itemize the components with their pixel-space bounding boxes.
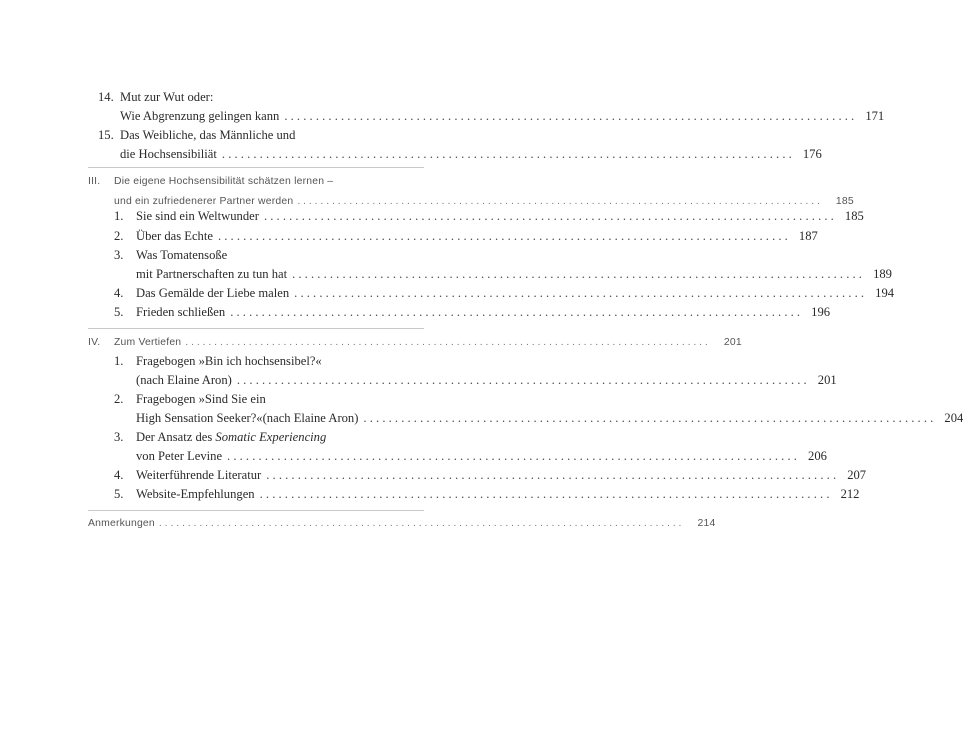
dot-leader — [264, 207, 834, 226]
entry-title-line: Frieden schließen — [136, 305, 226, 319]
entry-title-line: Sie sind ein Weltwunder — [136, 209, 259, 223]
toc-entry-iii-3[interactable] — [114, 246, 892, 284]
toc-entry-iii-5[interactable] — [114, 303, 831, 322]
entry-title-line: High Sensation Seeker?«(nach Elaine Aron) — [136, 411, 359, 425]
dot-leader — [222, 145, 792, 164]
toc-entry-14[interactable] — [98, 88, 885, 126]
entry-number: 4. — [114, 286, 124, 300]
page-number: 206 — [808, 449, 827, 463]
section-number: III. — [88, 176, 101, 187]
entry-title-line: Was Tomatensoße — [136, 248, 228, 262]
entry-number: 4. — [114, 468, 124, 482]
entry-number: 14. — [98, 90, 114, 104]
dot-leader — [227, 447, 797, 466]
dot-leader — [159, 514, 682, 534]
section-iii-heading[interactable] — [88, 172, 854, 212]
page-number: 176 — [802, 147, 822, 161]
page-number: 171 — [865, 109, 885, 123]
toc-entry-iv-2[interactable] — [114, 390, 963, 428]
page-number: 189 — [873, 267, 892, 281]
page-number: 196 — [811, 305, 831, 319]
entry-number: 1. — [114, 209, 124, 223]
dot-leader — [237, 371, 807, 390]
dot-leader — [292, 265, 862, 284]
section-divider — [88, 328, 424, 329]
entry-title-line: Das Gemälde der Liebe malen — [136, 286, 290, 300]
dot-leader — [266, 466, 836, 485]
toc-entry-iii-1[interactable] — [114, 207, 864, 226]
entry-title-line: Weiterführende Literatur — [136, 468, 262, 482]
section-number: IV. — [88, 337, 101, 348]
toc-entry-iii-4[interactable] — [114, 284, 895, 303]
toc-entry-iii-2[interactable] — [114, 227, 818, 246]
entry-number: 1. — [114, 354, 124, 368]
entry-title-line: die Hochsensibiliät — [120, 147, 217, 161]
page-number: 207 — [847, 468, 867, 482]
entry-number: 15. — [98, 128, 114, 142]
toc-entry-iv-5[interactable] — [114, 485, 860, 504]
dot-leader — [294, 284, 864, 303]
entry-number: 5. — [114, 305, 124, 319]
entry-title-line: Das Weibliche, das Männliche und — [120, 128, 296, 142]
entry-title-line: von Peter Levine — [136, 449, 223, 463]
section-iv-heading[interactable] — [88, 333, 742, 353]
page-number: 187 — [798, 229, 818, 243]
entry-title-line: (nach Elaine Aron) — [136, 373, 232, 387]
entry-number: 2. — [114, 392, 124, 406]
page-number: 201 — [723, 337, 742, 348]
page-number: 185 — [835, 196, 854, 207]
page-number: 212 — [840, 487, 860, 501]
entry-title-prefix: Der Ansatz des — [136, 430, 216, 444]
page-number: 201 — [817, 373, 837, 387]
dot-leader — [363, 409, 933, 428]
entry-title-line — [136, 428, 326, 447]
entry-title-line: Wie Abgrenzung gelingen kann — [120, 109, 280, 123]
entry-title-line: Website-Empfehlungen — [136, 487, 255, 501]
toc-entry-iv-4[interactable] — [114, 466, 867, 485]
section-title: Zum Vertiefen — [114, 337, 182, 348]
dot-leader — [230, 303, 800, 322]
entry-number: 2. — [114, 229, 124, 243]
entry-title-line: Über das Echte — [136, 229, 213, 243]
dot-leader — [218, 227, 788, 246]
entry-number: 3. — [114, 430, 124, 444]
toc-entry-iv-1[interactable] — [114, 352, 837, 390]
entry-title-line: mit Partnerschaften zu tun hat — [136, 267, 288, 281]
notes-title: Anmerkungen — [88, 518, 155, 529]
section-divider — [88, 510, 424, 511]
page-number: 194 — [875, 286, 895, 300]
section-divider — [88, 167, 424, 168]
entry-number: 5. — [114, 487, 124, 501]
dot-leader — [284, 107, 854, 126]
entry-title-line: Mut zur Wut oder: — [120, 90, 214, 104]
page-number: 214 — [697, 518, 716, 529]
toc-entry-iv-3[interactable] — [114, 428, 827, 466]
entry-number: 3. — [114, 248, 124, 262]
section-title-line: Die eigene Hochsensibilität schätzen lernen – — [114, 176, 334, 187]
dot-leader — [260, 485, 830, 504]
entry-title-line: Fragebogen »Sind Sie ein — [136, 392, 266, 406]
notes-entry[interactable] — [88, 514, 716, 534]
entry-title-line: Fragebogen »Bin ich hochsensibel?« — [136, 354, 322, 368]
page-number: 185 — [844, 209, 864, 223]
entry-title-italic: Somatic Experiencing — [215, 430, 327, 444]
section-title-line: und ein zufriedenerer Partner werden — [114, 196, 294, 207]
dot-leader — [185, 333, 708, 353]
toc-entry-15[interactable] — [98, 126, 822, 164]
page-number: 204 — [944, 411, 963, 425]
